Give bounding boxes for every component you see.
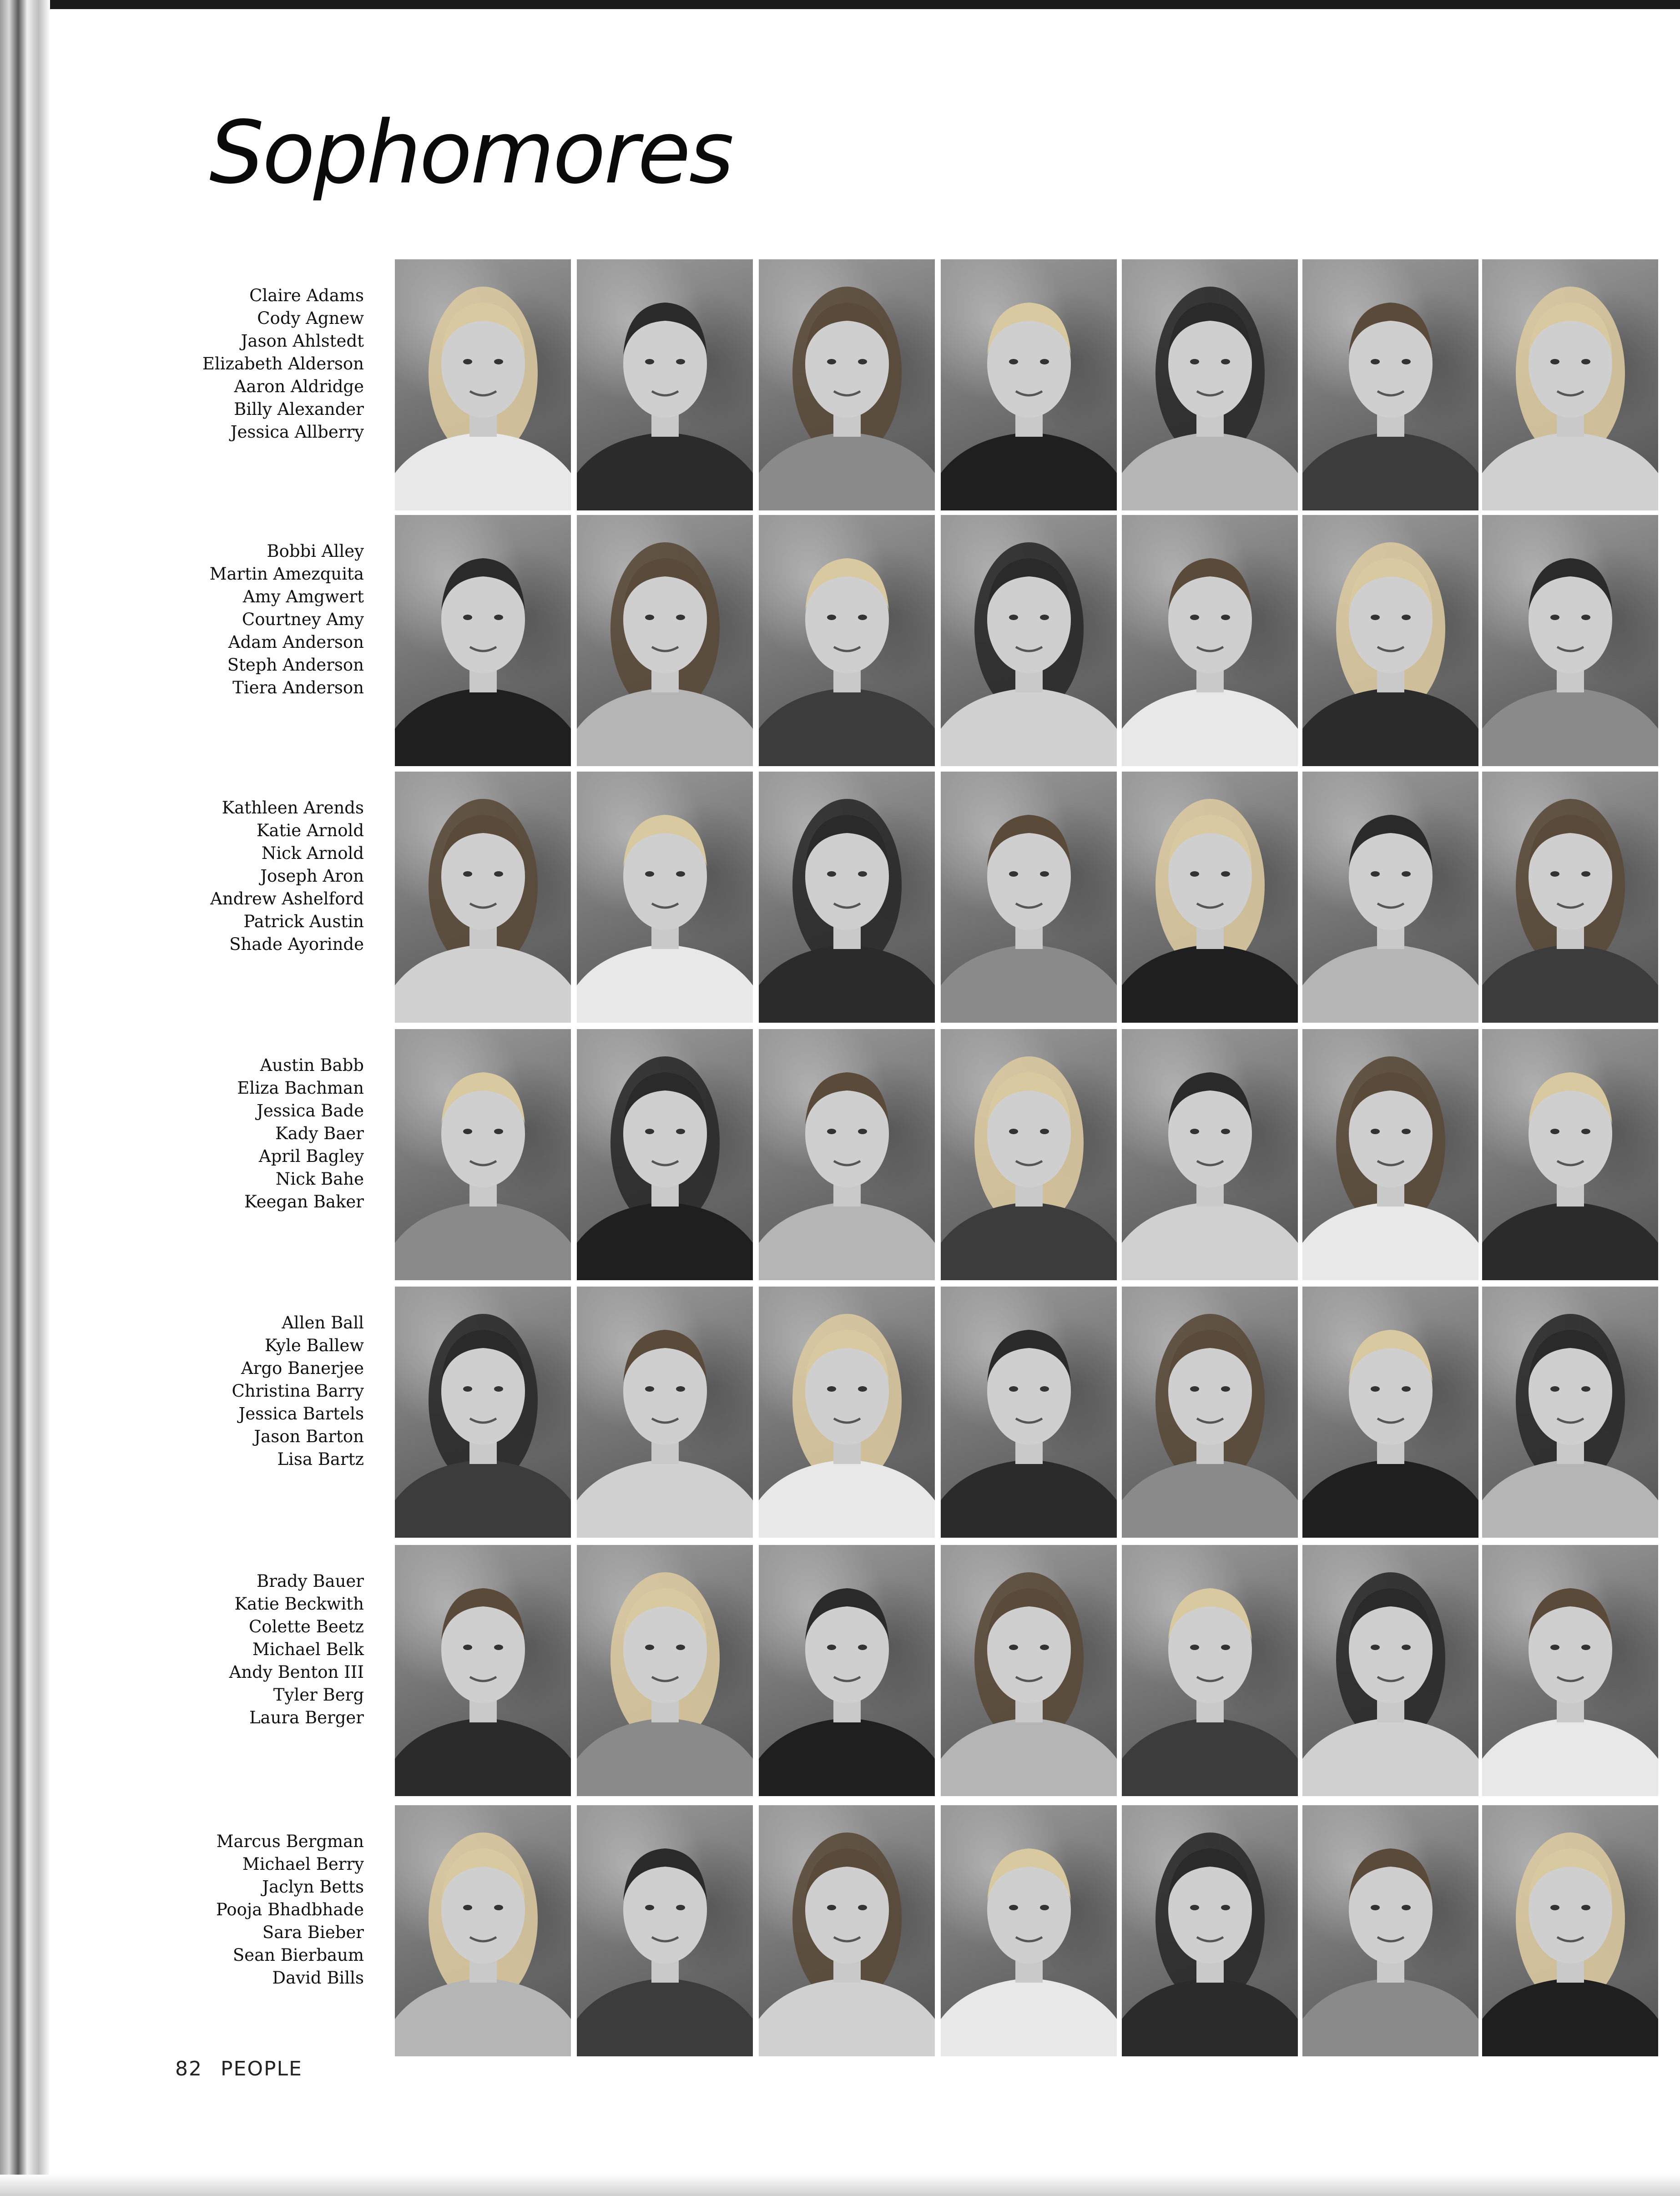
student-name: Sean Bierbaum [232, 1945, 364, 1965]
student-portrait [1482, 1545, 1658, 1796]
portrait-silhouette [395, 772, 571, 1023]
portrait-silhouette [395, 515, 571, 766]
portrait-silhouette [941, 515, 1117, 766]
name-list [150, 540, 364, 699]
student-name: Michael Belk [252, 1640, 364, 1659]
student-portrait [941, 1287, 1117, 1538]
name-list [150, 1570, 364, 1729]
student-portrait [941, 1029, 1117, 1280]
student-portrait [759, 259, 935, 510]
student-portrait [1482, 772, 1658, 1023]
student-name: Steph Anderson [227, 655, 364, 675]
student-portrait [759, 772, 935, 1023]
portrait-silhouette [759, 1029, 935, 1280]
portrait-silhouette [577, 772, 753, 1023]
portrait-silhouette [1302, 259, 1478, 510]
name-list [150, 1054, 364, 1213]
portrait-silhouette [1302, 1545, 1478, 1796]
student-name: Lisa Bartz [277, 1449, 364, 1469]
portrait-silhouette [941, 1029, 1117, 1280]
student-portrait [395, 772, 571, 1023]
student-portrait [1302, 1287, 1478, 1538]
portrait-silhouette [759, 1805, 935, 2056]
student-name: Aaron Aldridge [234, 377, 364, 396]
portrait-silhouette [1122, 259, 1298, 510]
student-name: Joseph Aron [260, 866, 364, 886]
student-name: April Bagley [258, 1146, 364, 1166]
student-name: Jason Ahlstedt [241, 331, 364, 351]
student-name: Argo Banerjee [241, 1358, 364, 1378]
student-name: Eliza Bachman [237, 1078, 364, 1098]
portrait-silhouette [1302, 1805, 1478, 2056]
portrait-silhouette [577, 1029, 753, 1280]
student-name: Bobbi Alley [267, 541, 364, 561]
student-portrait [1302, 1029, 1478, 1280]
portrait-silhouette [1302, 1029, 1478, 1280]
portrait-silhouette [577, 1287, 753, 1538]
page-number: 82 [175, 2057, 202, 2080]
student-name: Courtney Amy [242, 610, 364, 629]
student-name: Brady Bauer [257, 1571, 364, 1591]
portrait-silhouette [577, 259, 753, 510]
portrait-silhouette [1122, 1029, 1298, 1280]
student-portrait [759, 1805, 935, 2056]
portrait-silhouette [1482, 772, 1658, 1023]
student-name: Katie Beckwith [234, 1594, 364, 1614]
student-portrait [577, 1805, 753, 2056]
portrait-silhouette [395, 1545, 571, 1796]
photo-row [395, 1029, 1664, 1280]
photo-row [395, 1287, 1664, 1538]
student-name: Kyle Ballew [264, 1336, 364, 1355]
portrait-silhouette [941, 1805, 1117, 2056]
student-portrait [1122, 1287, 1298, 1538]
portrait-silhouette [395, 1029, 571, 1280]
student-portrait [759, 515, 935, 766]
photo-row [395, 259, 1664, 510]
student-portrait [1482, 259, 1658, 510]
student-portrait [1302, 1805, 1478, 2056]
student-name: Keegan Baker [244, 1192, 364, 1212]
student-portrait [1482, 515, 1658, 766]
portrait-silhouette [1122, 515, 1298, 766]
student-portrait [759, 1287, 935, 1538]
portrait-silhouette [1302, 1287, 1478, 1538]
student-name: Cody Agnew [257, 308, 364, 328]
student-portrait [759, 1029, 935, 1280]
section-label: PEOPLE [221, 2057, 303, 2080]
student-name: Pooja Bhadbhade [216, 1900, 364, 1919]
student-portrait [577, 259, 753, 510]
portrait-silhouette [941, 772, 1117, 1023]
student-portrait [395, 1029, 571, 1280]
student-name: Marcus Bergman [216, 1832, 364, 1851]
student-name: Elizabeth Alderson [202, 354, 364, 374]
portrait-silhouette [1122, 1545, 1298, 1796]
student-portrait [1482, 1805, 1658, 2056]
portrait-silhouette [759, 1545, 935, 1796]
portrait-silhouette [395, 1805, 571, 2056]
student-portrait [941, 259, 1117, 510]
student-portrait [1302, 1545, 1478, 1796]
student-name: Jaclyn Betts [262, 1877, 364, 1897]
student-portrait [941, 1545, 1117, 1796]
portrait-silhouette [759, 1287, 935, 1538]
student-name: Jason Barton [254, 1427, 364, 1446]
student-portrait [1122, 1545, 1298, 1796]
student-name: Allen Ball [282, 1313, 364, 1333]
student-portrait [1122, 1029, 1298, 1280]
student-name: Colette Beetz [248, 1617, 364, 1636]
student-portrait [941, 1805, 1117, 2056]
portrait-silhouette [1482, 515, 1658, 766]
name-list [150, 797, 364, 956]
student-name: Billy Alexander [234, 399, 364, 419]
student-portrait [1122, 772, 1298, 1023]
student-name: Austin Babb [260, 1055, 364, 1075]
page-footer [175, 2057, 321, 2080]
student-name: Tiera Anderson [232, 678, 364, 697]
portrait-silhouette [1482, 1545, 1658, 1796]
student-portrait [941, 772, 1117, 1023]
portrait-silhouette [1122, 1287, 1298, 1538]
student-portrait [1122, 259, 1298, 510]
student-portrait [395, 1287, 571, 1538]
student-name: Martin Amezquita [209, 564, 364, 584]
portrait-silhouette [941, 1545, 1117, 1796]
student-name: Christina Barry [232, 1381, 364, 1401]
page-title: Sophomores [209, 102, 732, 203]
portrait-silhouette [1302, 515, 1478, 766]
student-portrait [1302, 772, 1478, 1023]
photo-row [395, 772, 1664, 1023]
name-list [150, 1312, 364, 1471]
student-name: Katie Arnold [256, 821, 364, 840]
portrait-silhouette [759, 515, 935, 766]
page-binding [0, 0, 50, 2196]
student-name: Amy Amgwert [242, 587, 364, 606]
page-bottom-edge [0, 2175, 1680, 2196]
portrait-silhouette [1302, 772, 1478, 1023]
portrait-silhouette [759, 772, 935, 1023]
portrait-silhouette [1482, 1029, 1658, 1280]
portrait-silhouette [1482, 1805, 1658, 2056]
student-name: Claire Adams [249, 286, 364, 305]
student-name: Laura Berger [249, 1708, 364, 1727]
student-name: Shade Ayorinde [229, 934, 364, 954]
student-portrait [1302, 259, 1478, 510]
student-portrait [395, 259, 571, 510]
student-portrait [1482, 1029, 1658, 1280]
portrait-silhouette [577, 1545, 753, 1796]
student-portrait [1122, 1805, 1298, 2056]
student-portrait [1302, 515, 1478, 766]
student-portrait [395, 1805, 571, 2056]
portrait-silhouette [1122, 772, 1298, 1023]
student-name: Kathleen Arends [222, 798, 364, 818]
portrait-silhouette [759, 259, 935, 510]
student-name: Sara Bieber [262, 1923, 364, 1942]
student-name: Andy Benton III [229, 1662, 364, 1682]
student-portrait [577, 1029, 753, 1280]
student-portrait [577, 772, 753, 1023]
student-portrait [577, 1545, 753, 1796]
photo-row [395, 1545, 1664, 1796]
student-name: Jessica Bartels [238, 1404, 364, 1424]
student-portrait [1482, 1287, 1658, 1538]
student-name: Nick Arnold [261, 843, 364, 863]
student-name: Andrew Ashelford [210, 889, 364, 909]
portrait-silhouette [1122, 1805, 1298, 2056]
student-name: Patrick Austin [243, 912, 364, 931]
portrait-silhouette [941, 259, 1117, 510]
student-portrait [577, 1287, 753, 1538]
student-portrait [577, 515, 753, 766]
photo-row [395, 515, 1664, 766]
student-portrait [395, 1545, 571, 1796]
name-list [150, 1830, 364, 1989]
photo-row [395, 1805, 1664, 2056]
student-name: David Bills [272, 1968, 364, 1988]
student-name: Michael Berry [242, 1854, 364, 1874]
portrait-silhouette [395, 1287, 571, 1538]
student-portrait [941, 515, 1117, 766]
student-name: Kady Baer [275, 1124, 364, 1143]
student-name: Tyler Berg [273, 1685, 364, 1705]
student-portrait [1122, 515, 1298, 766]
portrait-silhouette [577, 1805, 753, 2056]
student-name: Adam Anderson [228, 632, 364, 652]
portrait-silhouette [941, 1287, 1117, 1538]
portrait-silhouette [577, 515, 753, 766]
top-rule [0, 0, 1680, 9]
student-name: Nick Bahe [275, 1169, 364, 1189]
portrait-silhouette [395, 259, 571, 510]
student-name: Jessica Bade [257, 1101, 364, 1121]
name-list [150, 284, 364, 444]
portrait-silhouette [1482, 259, 1658, 510]
student-portrait [759, 1545, 935, 1796]
portrait-silhouette [1482, 1287, 1658, 1538]
student-name: Jessica Allberry [230, 422, 364, 442]
student-portrait [395, 515, 571, 766]
